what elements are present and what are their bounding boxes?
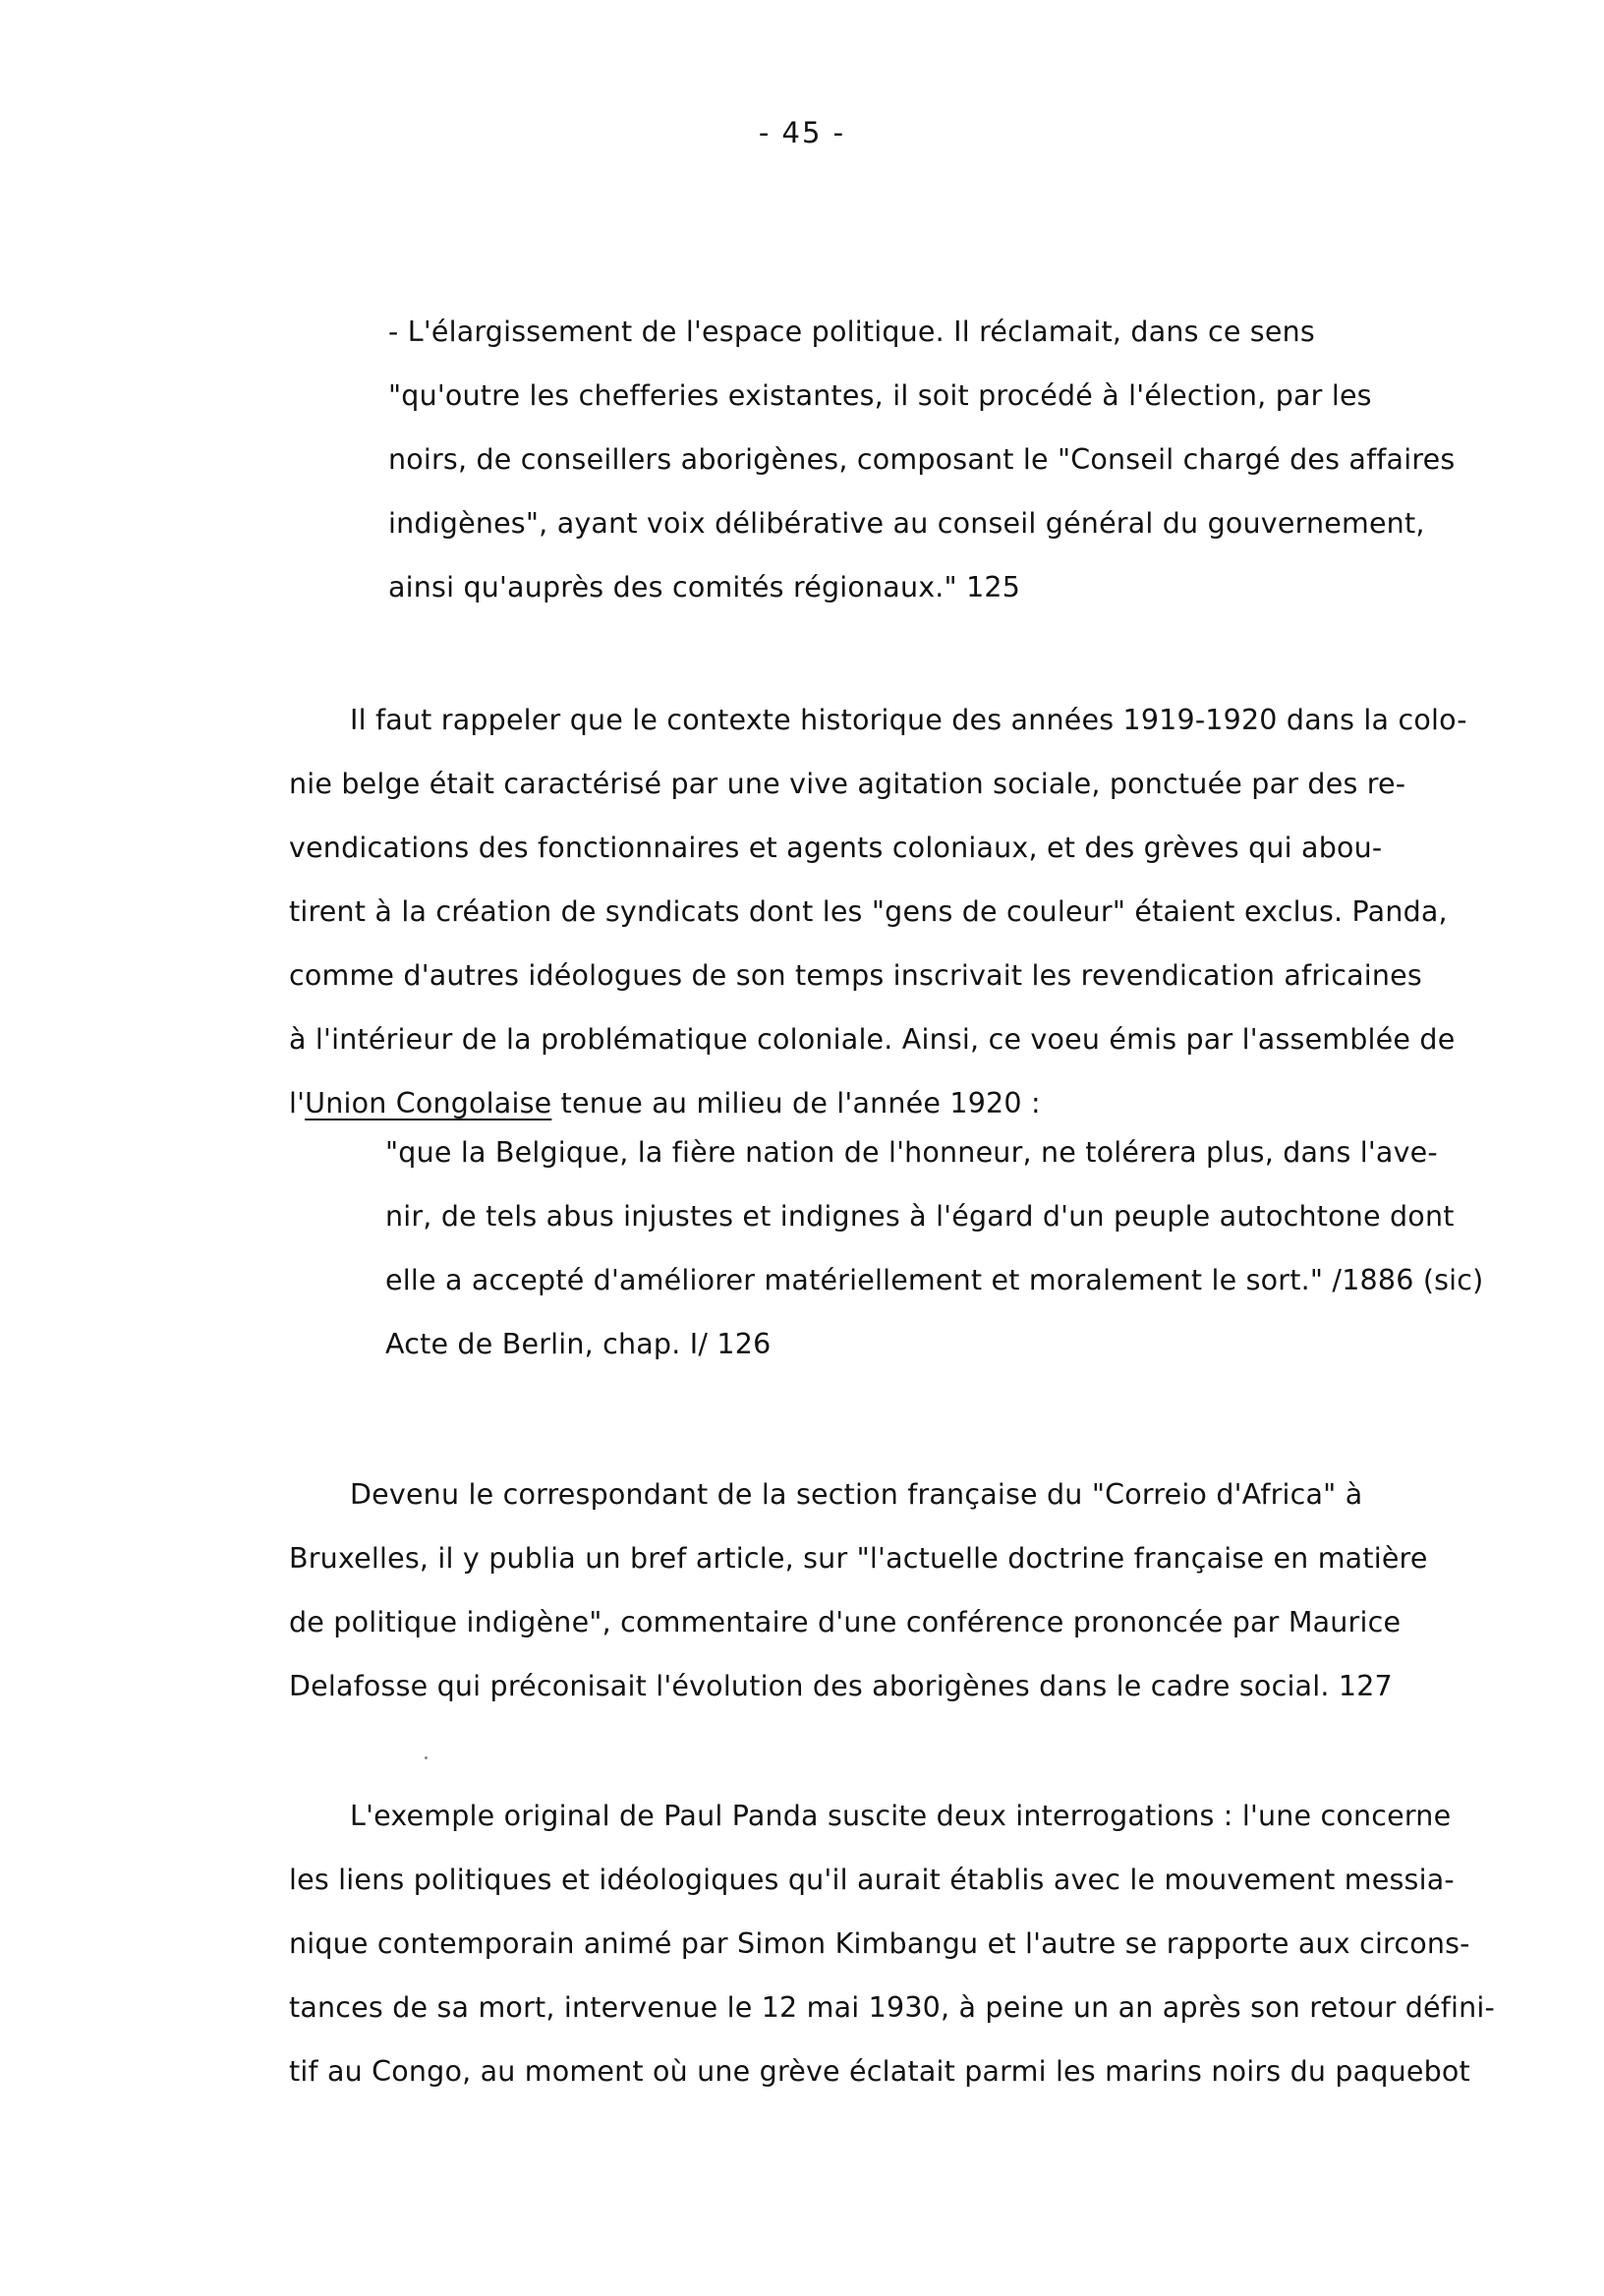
paragraph-correspondent: [289, 1463, 1428, 1718]
page-number: - 45 -: [758, 116, 846, 149]
text-line: Devenu le correspondant de la section française du "Correio d'Africa" à: [350, 1478, 1363, 1511]
text-line: "qu'outre les chefferies existantes, il soit procédé à l'élection, par les: [388, 379, 1372, 412]
text-line: tirent à la création de syndicats dont les "gens de couleur" étaient exclus. Panda,: [289, 895, 1448, 928]
scan-speck: [425, 1756, 428, 1759]
text-fragment: tenue au milieu de l'année 1920 :: [551, 1087, 1041, 1119]
text-line: de politique indigène", commentaire d'une conférence prononcée par Maurice: [289, 1606, 1402, 1638]
block-quote-resolution: [385, 1120, 1484, 1376]
text-line: noirs, de conseillers aborigènes, composant le "Conseil chargé des affaires: [388, 443, 1456, 476]
text-line: vendications des fonctionnaires et agents coloniaux, et des grèves qui abou-: [289, 832, 1383, 864]
text-line: Delafosse qui préconisait l'évolution des aborigènes dans le cadre social. 127: [289, 1670, 1393, 1702]
text-line: nique contemporain animé par Simon Kimbangu et l'autre se rapporte aux circons-: [289, 1927, 1470, 1960]
text-line: indigènes", ayant voix délibérative au conseil général du gouvernement,: [388, 507, 1425, 540]
text-line: Bruxelles, il y publia un bref article, sur "l'actuelle doctrine française en matière: [289, 1542, 1428, 1575]
text-line: tif au Congo, au moment où une grève éclatait parmi les marins noirs du paquebot: [289, 2055, 1470, 2088]
text-line: - L'élargissement de l'espace politique. Il réclamait, dans ce sens: [388, 316, 1315, 348]
text-line: "que la Belgique, la fière nation de l'honneur, ne tolérera plus, dans l'ave-: [385, 1136, 1438, 1169]
text-line: Acte de Berlin, chap. I/ 126: [385, 1328, 772, 1360]
text-line: L'exemple original de Paul Panda suscite deux interrogations : l'une concerne: [350, 1800, 1452, 1832]
text-line: les liens politiques et idéologiques qu'il aurait établis avec le mouvement messia-: [289, 1864, 1455, 1896]
text-line: nie belge était caractérisé par une vive agitation sociale, ponctuée par des re-: [289, 768, 1406, 800]
block-quote-demands: [388, 300, 1455, 619]
text-line: à l'intérieur de la problématique coloniale. Ainsi, ce voeu émis par l'assemblée de: [289, 1023, 1456, 1056]
text-line: nir, de tels abus injustes et indignes à l'égard d'un peuple autochtone dont: [385, 1200, 1455, 1233]
text-line: tances de sa mort, intervenue le 12 mai 1930, à peine un an après son retour défini-: [289, 1991, 1496, 2024]
text-line: comme d'autres idéologues de son temps inscrivait les revendication africaines: [289, 959, 1422, 992]
text-fragment: l': [289, 1087, 306, 1119]
text-line: Il faut rappeler que le contexte historique des années 1919-1920 dans la colo-: [350, 704, 1467, 736]
paragraph-historical-context: [289, 688, 1467, 1135]
underlined-organization-name: Union Congolaise: [305, 1087, 552, 1119]
text-line: elle a accepté d'améliorer matériellement et moralement le sort." /1886 (sic): [385, 1264, 1484, 1296]
paragraph-interrogations: [289, 1784, 1495, 2103]
text-line: ainsi qu'auprès des comités régionaux." 125: [388, 571, 1021, 603]
